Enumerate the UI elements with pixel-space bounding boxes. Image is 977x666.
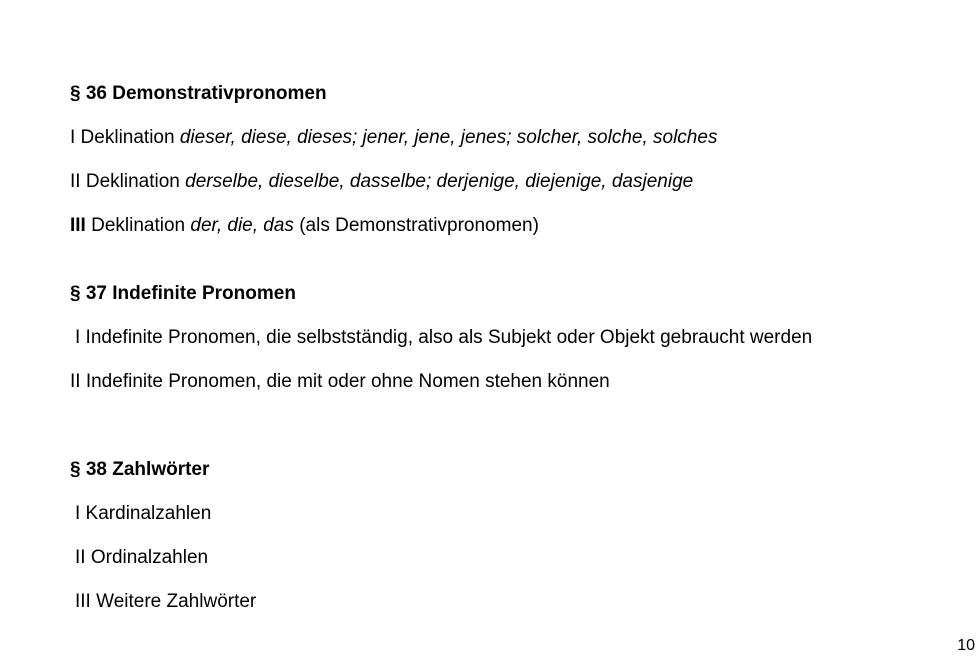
section-36-item-1: [70, 127, 717, 149]
section-36-item-2: [70, 171, 693, 193]
section-37-item-1: I Indefinite Pronomen, die selbstständig, also als Subjekt oder Objekt gebraucht werden: [75, 327, 813, 348]
section-37-item-2: II Indefinite Pronomen, die mit oder ohne Nomen stehen können: [70, 371, 610, 392]
section-36-item-3: [70, 215, 539, 237]
item-numeral: II: [70, 171, 81, 192]
item-suffix: (als Demonstrativpronomen): [293, 215, 539, 236]
item-label: Deklination: [75, 127, 180, 148]
page-number: 10: [957, 637, 975, 654]
section-37-heading: § 37 Indefinite Pronomen: [70, 283, 296, 304]
item-label: Deklination: [85, 215, 191, 236]
section-38-heading: § 38 Zahlwörter: [70, 459, 210, 480]
item-examples: der, die, das: [190, 215, 294, 236]
section-38-item-3: III Weitere Zahlwörter: [75, 591, 257, 612]
item-numeral: III: [70, 215, 86, 236]
item-label: Deklination: [80, 171, 186, 192]
item-numeral: I: [70, 127, 76, 148]
item-examples: derselbe, dieselbe, dasselbe; derjenige, diejenige, dasjenige: [185, 171, 694, 192]
section-38-item-2: II Ordinalzahlen: [75, 547, 209, 568]
item-examples: dieser, diese, dieses; jener, jene, jenes; solcher, solche, solches: [179, 127, 718, 148]
section-36-heading: § 36 Demonstrativpronomen: [70, 83, 327, 104]
section-38-item-1: I Kardinalzahlen: [75, 503, 212, 524]
